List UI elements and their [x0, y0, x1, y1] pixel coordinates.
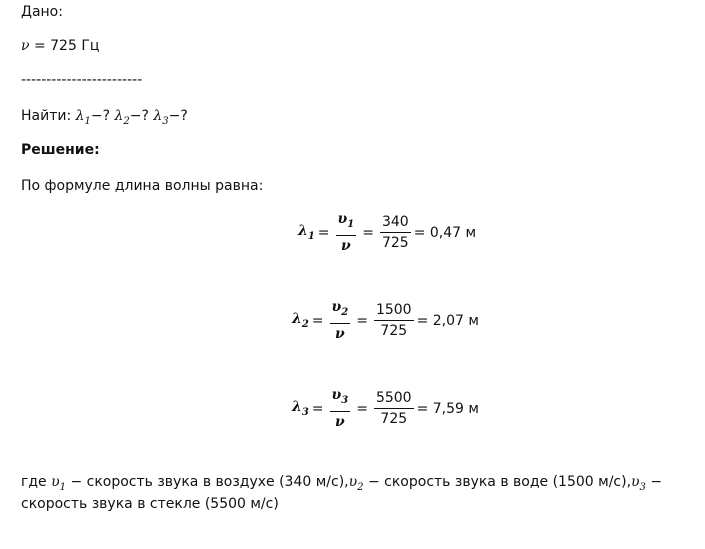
formula-1-lhs: $\lambda_1$ — [298, 223, 315, 242]
formula-intro-text: По формуле длина волны равна: — [21, 178, 264, 194]
formula-1-symbolic-fraction: $\frac{\upsilon_1}{\nu}$ — [337, 211, 355, 254]
separator-text: ------------------------ — [21, 72, 143, 88]
where-v1: $\upsilon_1$ — [51, 474, 66, 493]
where-text-3: − — [645, 474, 663, 490]
find-label: Найти: — [21, 108, 72, 124]
formula-intro — [21, 178, 263, 194]
formula-2-eq: = — [311, 312, 324, 329]
formula-3 — [292, 386, 479, 431]
formula-3-symbolic-fraction: $\frac{\upsilon_3}{\nu}$ — [331, 387, 349, 430]
where-line-2 — [21, 496, 279, 512]
given-label: Дано: — [21, 4, 63, 20]
where-prefix: где — [21, 474, 47, 490]
where-text-2: − скорость звука в воде (1500 м/с), — [363, 474, 632, 490]
given-heading — [21, 4, 63, 20]
formula-1 — [298, 210, 476, 255]
formula-3-lhs: $\lambda_3$ — [292, 399, 309, 418]
formula-1-result: = 0,47 м — [413, 224, 477, 241]
formula-1-eq-2: = — [362, 224, 374, 241]
find-lambda-2: $\lambda_2$ — [114, 108, 130, 127]
nu-symbol: ν — [21, 38, 30, 54]
formula-3-numeric-fraction: $\frac{5500}{725}$ — [375, 390, 412, 427]
formula-3-eq-2: = — [356, 400, 368, 417]
where-line-1 — [21, 474, 662, 493]
given-frequency — [21, 38, 99, 54]
find-lambda-1: $\lambda_1$ — [75, 108, 91, 127]
formula-3-result: = 7,59 м — [416, 400, 479, 417]
where-line-2-text: скорость звука в стекле (5500 м/с) — [21, 496, 279, 512]
formula-1-eq: = — [317, 224, 330, 241]
find-lambda-3: $\lambda_3$ — [153, 108, 169, 127]
find-tail-2: −? — [129, 108, 149, 124]
where-v3: $\upsilon_3$ — [631, 474, 646, 493]
formula-1-numeric-fraction: $\frac{340}{725}$ — [381, 214, 409, 251]
given-value: = 725 Гц — [33, 38, 100, 54]
solution-heading — [21, 142, 100, 158]
solution-label: Решение: — [21, 142, 100, 158]
formula-2 — [292, 298, 479, 343]
formula-2-eq-2: = — [356, 312, 368, 329]
find-line — [21, 108, 188, 127]
find-tail-1: −? — [90, 108, 111, 124]
formula-3-eq: = — [311, 400, 324, 417]
where-v2: $\upsilon_2$ — [348, 474, 364, 493]
separator — [21, 72, 142, 88]
formula-2-symbolic-fraction: $\frac{\upsilon_2}{\nu}$ — [331, 299, 349, 342]
formula-2-result: = 2,07 м — [416, 312, 479, 329]
formula-2-numeric-fraction: $\frac{1500}{725}$ — [375, 302, 412, 339]
where-text-1: − скорость звука в воздухе (340 м/с), — [66, 474, 349, 490]
formula-2-lhs: $\lambda_2$ — [292, 311, 309, 330]
find-tail-3: −? — [168, 108, 188, 124]
